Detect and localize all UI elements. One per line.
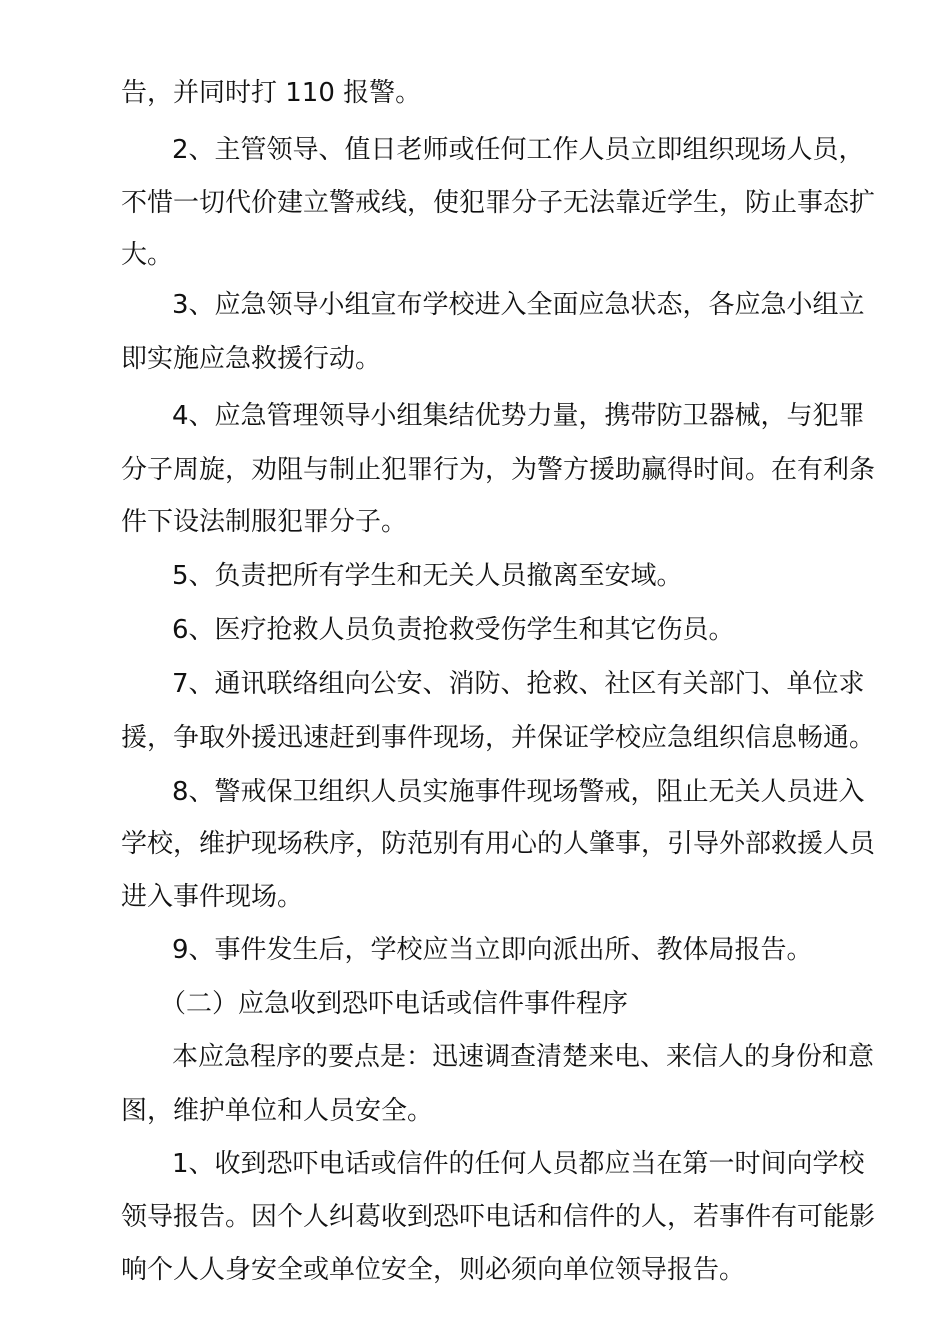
text-line-content: 4、应急管理领导小组集结优势力量，携带防卫器械，与犯罪 — [172, 401, 865, 431]
text-line — [0, 556, 950, 596]
text-line — [0, 285, 950, 325]
text-line-content: 即实施应急救援行动。 — [121, 344, 382, 374]
text-line-content: 6、医疗抢救人员负责抢救受伤学生和其它伤员。 — [172, 615, 735, 645]
text-line — [0, 772, 950, 812]
text-line — [0, 396, 950, 436]
text-line-content: 3、应急领导小组宣布学校进入全面应急状态，各应急小组立 — [172, 290, 865, 320]
text-line-content: 本应急程序的要点是：迅速调查清楚来电、来信人的身份和意 — [172, 1042, 875, 1072]
text-line-content: 领导报告。因个人纠葛收到恐吓电话和信件的人，若事件有可能影 — [121, 1202, 876, 1232]
text-line — [0, 73, 950, 113]
text-line — [0, 718, 950, 758]
text-line-content: 告，并同时打 110 报警。 — [121, 78, 422, 108]
text-line-content: 8、警戒保卫组织人员实施事件现场警戒，阻止无关人员进入 — [172, 777, 865, 807]
text-line — [0, 1144, 950, 1184]
text-line — [0, 183, 950, 223]
text-line — [0, 877, 950, 917]
text-line-content: 进入事件现场。 — [121, 882, 304, 912]
text-line — [0, 930, 950, 970]
text-line-content: 分子周旋，劝阻与制止犯罪行为，为警方援助赢得时间。在有利条 — [121, 455, 876, 485]
text-line — [0, 450, 950, 490]
text-line-content: 5、负责把所有学生和无关人员撤离至安域。 — [172, 561, 683, 591]
text-line-content: 响个人人身安全或单位安全，则必须向单位领导报告。 — [121, 1255, 746, 1285]
text-line — [0, 1197, 950, 1237]
text-line — [0, 610, 950, 650]
text-line — [0, 235, 950, 275]
text-line — [0, 824, 950, 864]
text-line-content: 不惜一切代价建立警戒线，使犯罪分子无法靠近学生，防止事态扩 — [121, 188, 876, 218]
text-line-content: 9、事件发生后，学校应当立即向派出所、教体局报告。 — [172, 935, 813, 965]
text-line — [0, 502, 950, 542]
text-line-content: 大。 — [121, 240, 174, 270]
text-line — [0, 664, 950, 704]
text-line — [0, 1250, 950, 1290]
text-line-content: 图，维护单位和人员安全。 — [121, 1096, 434, 1126]
section-heading — [0, 984, 950, 1024]
text-line-content: 件下设法制服犯罪分子。 — [121, 507, 408, 537]
text-line — [0, 1037, 950, 1077]
text-line-content: 1、收到恐吓电话或信件的任何人员都应当在第一时间向学校 — [172, 1149, 865, 1179]
text-line-content: 学校，维护现场秩序，防范别有用心的人肇事，引导外部救援人员 — [121, 829, 876, 859]
text-line-content: 7、通讯联络组向公安、消防、抢救、社区有关部门、单位求 — [172, 669, 865, 699]
text-line-content: 援，争取外援迅速赶到事件现场，并保证学校应急组织信息畅通。 — [121, 723, 876, 753]
text-line — [0, 339, 950, 379]
section-heading-content: （二）应急收到恐吓电话或信件事件程序 — [160, 989, 629, 1019]
text-line — [0, 130, 950, 170]
text-line — [0, 1091, 950, 1131]
text-line-content: 2、主管领导、值日老师或任何工作人员立即组织现场人员， — [172, 135, 865, 165]
